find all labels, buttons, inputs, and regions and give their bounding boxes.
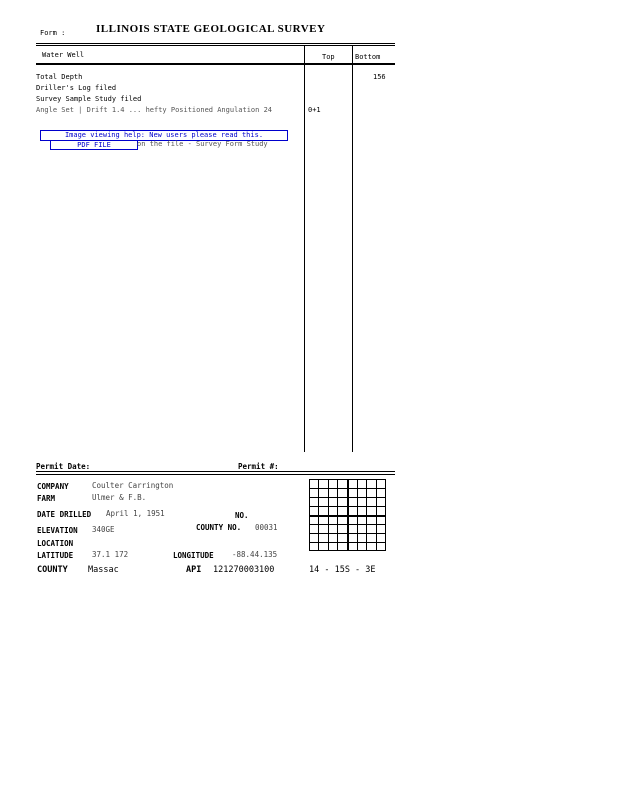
company-value: Coulter Carrington	[92, 481, 174, 490]
farm-value: Ulmer & F.B.	[92, 493, 147, 502]
table-top-rule	[36, 43, 395, 44]
grid-line	[309, 524, 386, 525]
permit-date-label: Permit Date:	[36, 462, 91, 471]
column-divider-top	[304, 45, 305, 452]
latitude-label: LATITUDE	[37, 551, 74, 560]
elevation-value: 340GE	[92, 525, 115, 534]
section-locator-grid	[309, 479, 386, 551]
api-number: 121270003100	[213, 565, 275, 575]
county-number-value: 00031	[255, 523, 278, 532]
grid-line	[309, 533, 386, 534]
date-drilled-label: DATE DRILLED	[37, 510, 92, 519]
longitude-label: LONGITUDE	[173, 551, 214, 560]
column-header-bottom: Bottom	[355, 53, 381, 61]
longitude-value: -88.44.135	[232, 550, 278, 559]
elevation-label: ELEVATION	[37, 526, 78, 535]
company-label: COMPANY	[37, 482, 69, 491]
column-divider-bottom	[352, 45, 353, 452]
column-header-description: Water Well	[42, 51, 85, 59]
pdf-file-button[interactable]: PDF FILE	[50, 140, 138, 150]
pdf-file-note: on the file - Survey Form Study	[137, 140, 268, 148]
permit-rule-2	[36, 474, 395, 475]
api-label: API	[186, 565, 202, 575]
table-row-text: Angle Set | Drift 1.4 ... hefty Positioned Angulation 24	[36, 106, 273, 114]
page-title: ILLINOIS STATE GEOLOGICAL SURVEY	[96, 23, 326, 35]
table-row-text: Total Depth	[36, 73, 83, 81]
grid-line	[309, 515, 386, 517]
location-label: LOCATION	[37, 539, 74, 548]
permit-rule-1	[36, 471, 395, 472]
county-value: Massac	[88, 565, 119, 575]
latitude-value: 37.1 172	[92, 550, 129, 559]
county-number-label: COUNTY NO.	[196, 523, 242, 532]
grid-line	[309, 542, 386, 543]
grid-line	[309, 506, 386, 507]
table-header-rule	[36, 63, 395, 65]
county-label: COUNTY	[37, 565, 68, 575]
table-row-bottom: 156	[373, 73, 386, 81]
farm-label: FARM	[37, 494, 56, 503]
well-number-label: NO.	[235, 511, 249, 520]
table-top-rule-2	[36, 45, 395, 46]
form-label: Form :	[40, 29, 66, 37]
section-township-range: 14 - 15S - 3E	[309, 565, 376, 575]
table-row-text: Driller's Log filed	[36, 84, 117, 92]
image-viewing-help-link[interactable]: Image viewing help: New users please read this.	[40, 130, 288, 141]
table-row-top: 0+1	[308, 106, 321, 114]
date-drilled-value: April 1, 1951	[106, 509, 165, 518]
column-header-top: Top	[322, 53, 335, 61]
grid-line	[309, 488, 386, 489]
permit-number-label: Permit #:	[238, 462, 279, 471]
table-row-text: Survey Sample Study filed	[36, 95, 142, 103]
grid-line	[309, 497, 386, 498]
